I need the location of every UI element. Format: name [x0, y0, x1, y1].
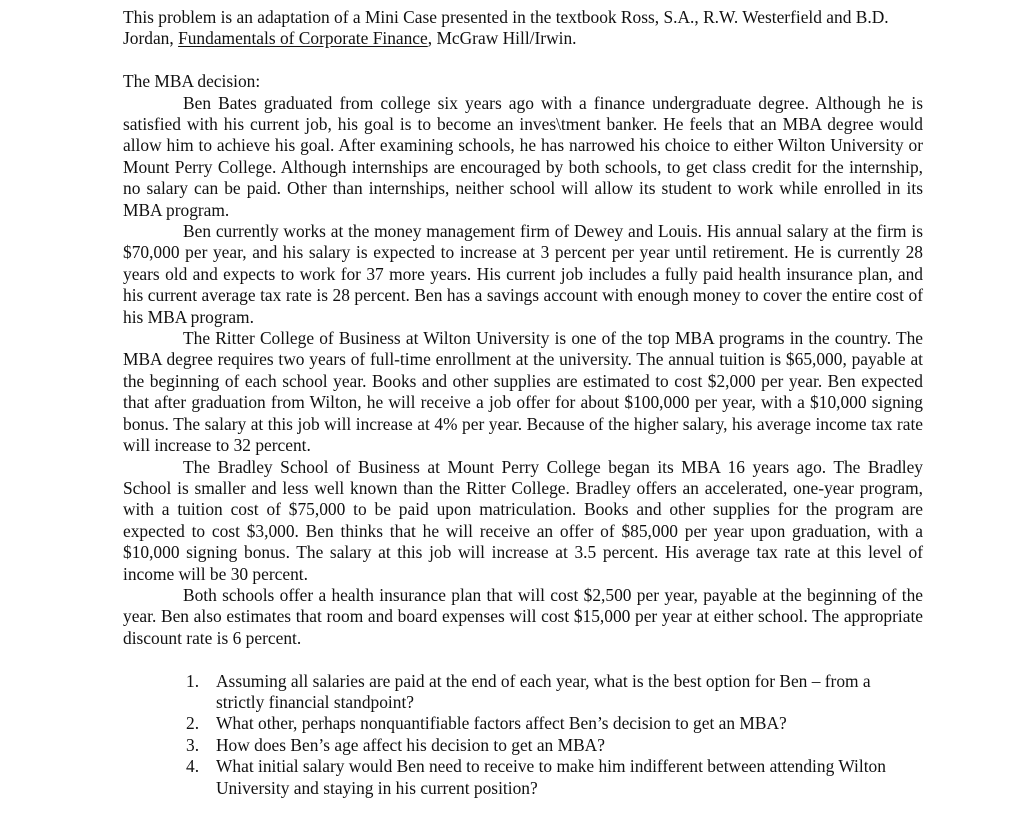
question-text: What initial salary would Ben need to receive to make him indifferent between attending Wilton University and staying in his current position? — [216, 756, 886, 798]
question-item — [123, 713, 923, 734]
paragraph-background: Ben Bates graduated from college six years ago with a finance undergraduate degree. Although he is satisfied with his current job, his goal is to become an inves\tment banker. He feels that an MBA degree would allow him to achieve his goal. After examining schools, he has narrowed his choice to either Wilton University or Mount Perry College. Although internships are encouraged by both schools, to get class credit for the internship, no salary can be paid. Other than internships, neither school will allow its student to work while enrolled in its MBA program. — [123, 92, 923, 220]
question-item — [123, 735, 923, 756]
questions-list — [123, 671, 923, 799]
source-attribution — [123, 7, 923, 50]
paragraph-mount-perry-college: The Bradley School of Business at Mount Perry College began its MBA 16 years ago. The Bradley School is smaller and less well known than the Ritter College. Bradley offers an accelerated, one-year program, with a tuition cost of $75,000 to be paid upon matriculation. Books and other supplies for the program are expected to cost $3,000. Ben thinks that he will receive an offer of $85,000 per year upon graduation, with a $10,000 signing bonus. The salary at this job will increase at 3.5 percent. His average tax rate at this level of income will be 30 percent. — [123, 456, 923, 584]
paragraph-shared-costs: Both schools offer a health insurance plan that will cost $2,500 per year, payable at the beginning of the year. Ben also estimates that room and board expenses will cost $15,000 per year at either school. The appropriate discount rate is 6 percent. — [123, 584, 923, 648]
question-number: 2. — [186, 713, 200, 734]
question-item — [123, 671, 923, 714]
question-number: 3. — [186, 734, 200, 755]
paragraph-wilton-university: The Ritter College of Business at Wilton University is one of the top MBA programs in the country. The MBA degree requires two years of full-time enrollment at the university. The annual tuition is $65,000, payable at the beginning of each school year. Books and other supplies are estimated to cost $2,000 per year. Ben expected that after graduation from Wilton, he will receive a job offer for about $100,000 per year, with a $10,000 signing bonus. The salary at this job will increase at 4% per year. Because of the higher salary, his average income tax rate will increase to 32 percent. — [123, 328, 923, 456]
question-text: Assuming all salaries are paid at the end of each year, what is the best option for Ben – from a strictly financial standpoint? — [216, 670, 871, 712]
attribution-prefix: This problem is an adaptation of a Mini Case presented in the textbook Ross, S.A., R.W. Westerfield and B.D. Jordan, — [123, 7, 889, 49]
question-text: How does Ben’s age affect his decision to get an MBA? — [216, 734, 605, 755]
question-number: 1. — [186, 670, 200, 691]
document-page — [123, 7, 923, 799]
question-text: What other, perhaps nonquantifiable factors affect Ben’s decision to get an MBA? — [216, 713, 787, 734]
attribution-suffix: , McGraw Hill/Irwin. — [427, 28, 577, 49]
question-number: 4. — [186, 756, 200, 777]
case-heading: The MBA decision: — [123, 71, 261, 92]
textbook-title: Fundamentals of Corporate Finance — [178, 28, 428, 49]
question-item — [123, 756, 923, 799]
paragraph-current-job: Ben currently works at the money management firm of Dewey and Louis. His annual salary at the firm is $70,000 per year, and his salary is expected to increase at 3 percent per year until retirement. He is currently 28 years old and expects to work for 37 more years. His current job includes a fully paid health insurance plan, and his current average tax rate is 28 percent. Ben has a savings account with enough money to cover the entire cost of his MBA program. — [123, 221, 923, 327]
